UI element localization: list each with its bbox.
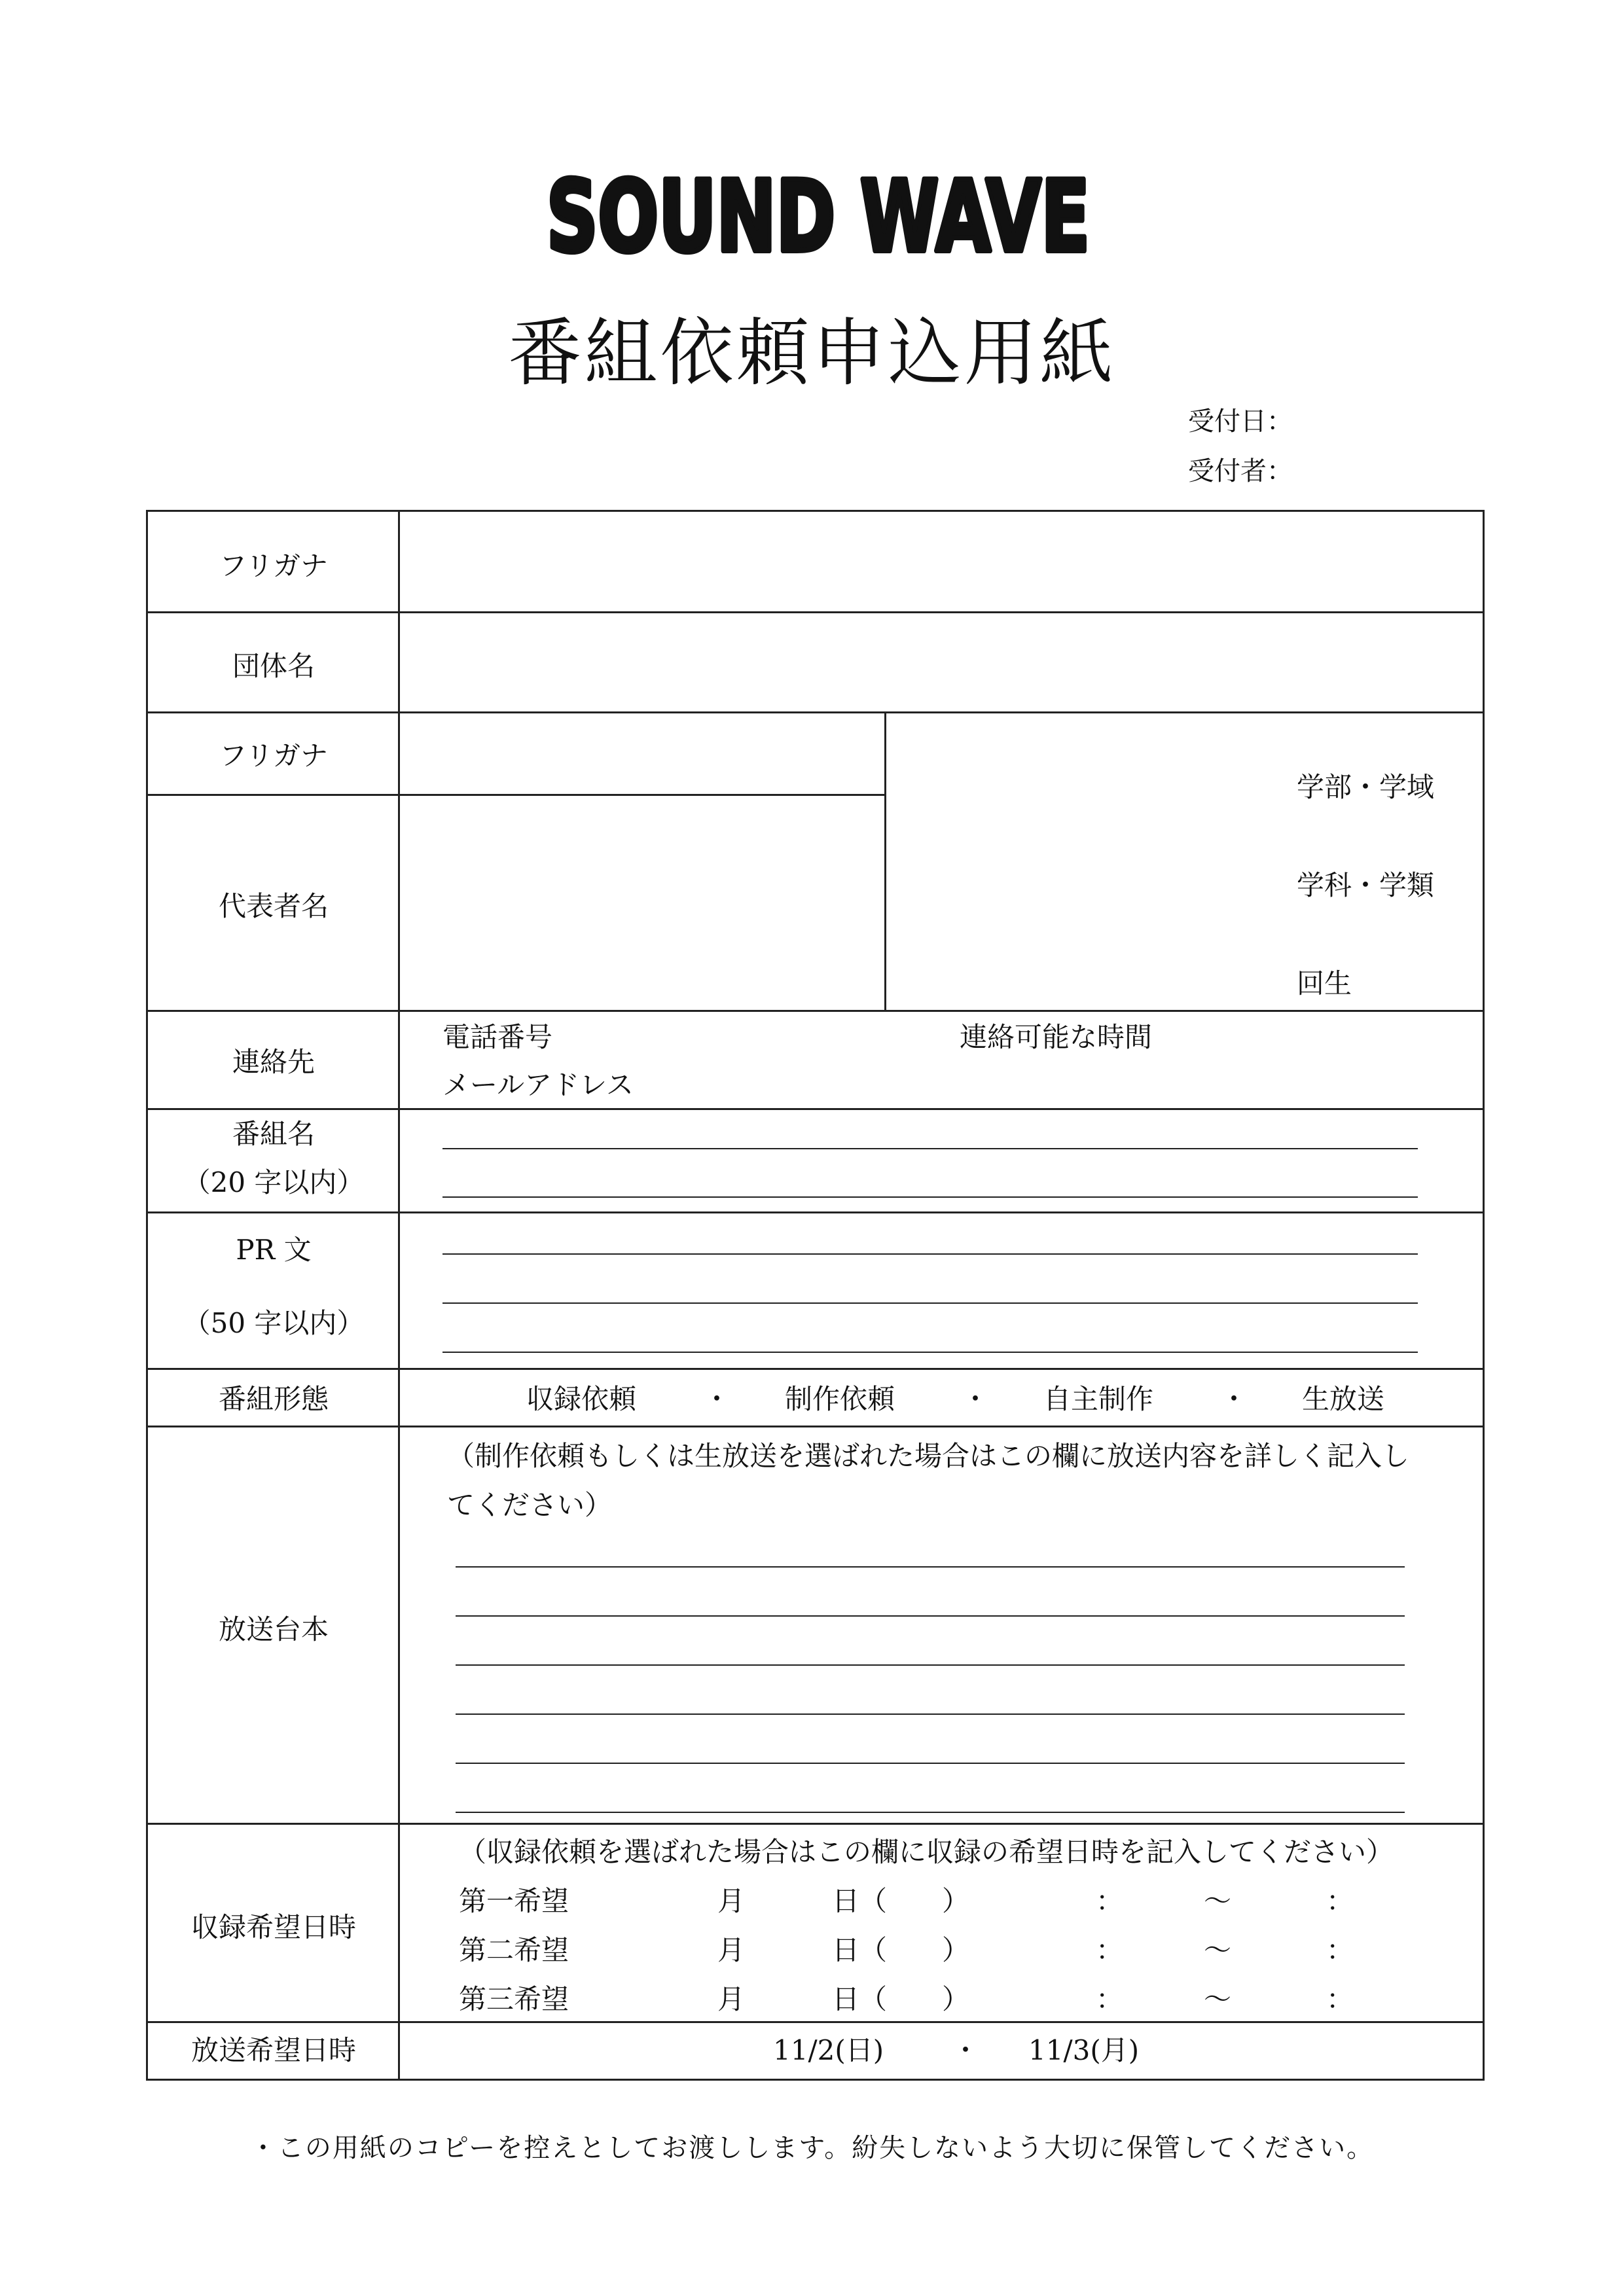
received-by-label: 受付者： [1188,456,1293,486]
broadcast-date-2[interactable]: 11/3(月) [1028,2034,1140,2066]
recording-choice-2-label: 第二希望 [459,1934,569,1966]
time-colon: ： [1096,1885,1124,1917]
program-name-limit: （20 字以内） [183,1166,365,1198]
month-unit: 月 [717,1934,746,1966]
org-furigana-field[interactable] [401,512,1483,610]
recording-note: （収録依頼を選ばれた場合はこの欄に収録の希望日時を記入してください） [459,1836,1394,1868]
time-colon: ： [1326,1983,1354,2015]
type-separator: ・ [1220,1383,1248,1415]
received-date-label: 受付日： [1188,406,1293,437]
pr-line-3[interactable] [442,1352,1418,1353]
script-line[interactable] [456,1664,1405,1666]
time-colon: ： [1326,1885,1354,1917]
year-label: 回生 [1297,967,1352,999]
faculty-label: 学部・学域 [1297,771,1435,803]
day-unit: 日（ ） [832,1934,970,1966]
program-type-label: 番組形態 [218,1383,329,1415]
month-unit: 月 [717,1885,746,1917]
contact-label: 連絡先 [232,1046,315,1078]
type-option-self-production[interactable]: 自主制作 [1043,1383,1154,1415]
application-form [146,510,1485,2081]
rep-furigana-label: フリガナ [219,740,328,772]
script-note-line-2: てください） [447,1489,613,1521]
type-option-live[interactable]: 生放送 [1302,1383,1385,1415]
time-tilde: 〜 [1204,1983,1232,2015]
script-line[interactable] [456,1713,1405,1715]
time-tilde: 〜 [1204,1934,1232,1966]
recording-choice-1-label: 第一希望 [459,1885,569,1917]
org-name-field[interactable] [401,614,1483,711]
time-tilde: 〜 [1204,1885,1232,1917]
script-line[interactable] [456,1763,1405,1764]
broadcast-label: 放送希望日時 [190,2034,356,2066]
type-option-recording[interactable]: 収録依頼 [526,1383,637,1415]
type-option-production[interactable]: 制作依頼 [785,1383,895,1415]
script-line[interactable] [456,1566,1405,1568]
program-name-line-2[interactable] [442,1196,1418,1198]
month-unit: 月 [717,1983,746,2015]
sound-wave-logo [537,160,1100,275]
rep-furigana-field[interactable] [401,713,884,793]
script-line[interactable] [456,1812,1405,1813]
broadcast-date-1[interactable]: 11/2(日) [773,2034,884,2066]
pr-label: PR 文 [236,1234,312,1266]
script-label: 放送台本 [218,1613,329,1645]
program-name-line-1[interactable] [442,1148,1418,1149]
pr-line-2[interactable] [442,1302,1418,1304]
program-name-label: 番組名 [232,1118,315,1150]
department-label: 学科・学類 [1297,869,1435,901]
form-title: 番組依頼申込用紙 [508,311,1116,396]
org-furigana-label: フリガナ [219,550,328,582]
email-label: メールアドレス [442,1069,634,1101]
recording-choice-3-label: 第三希望 [459,1983,569,2015]
day-unit: 日（ ） [832,1885,970,1917]
time-colon: ： [1326,1934,1354,1966]
footer-note: ・この用紙のコピーを控えとしてお渡しします。紛失しないよう大切に保管してください。 [249,2133,1375,2163]
org-name-label: 団体名 [232,650,315,682]
recording-label: 収録希望日時 [190,1911,356,1943]
type-separator: ・ [703,1383,731,1415]
type-separator: ・ [962,1383,990,1415]
available-time-label: 連絡可能な時間 [960,1021,1153,1053]
logo-text: SOUND WAVE [547,160,1090,274]
time-colon: ： [1096,1983,1124,2015]
script-note-line-1: （制作依頼もしくは生放送を選ばれた場合はこの欄に放送内容を詳しく記入し [447,1440,1410,1472]
rep-name-label: 代表者名 [218,890,329,922]
time-colon: ： [1096,1934,1124,1966]
rep-name-field[interactable] [401,797,884,1009]
broadcast-separator: ・ [952,2034,980,2066]
day-unit: 日（ ） [832,1983,970,2015]
pr-line-1[interactable] [442,1253,1418,1255]
script-line[interactable] [456,1615,1405,1617]
pr-limit: （50 字以内） [183,1307,365,1339]
phone-label: 電話番号 [442,1021,553,1053]
